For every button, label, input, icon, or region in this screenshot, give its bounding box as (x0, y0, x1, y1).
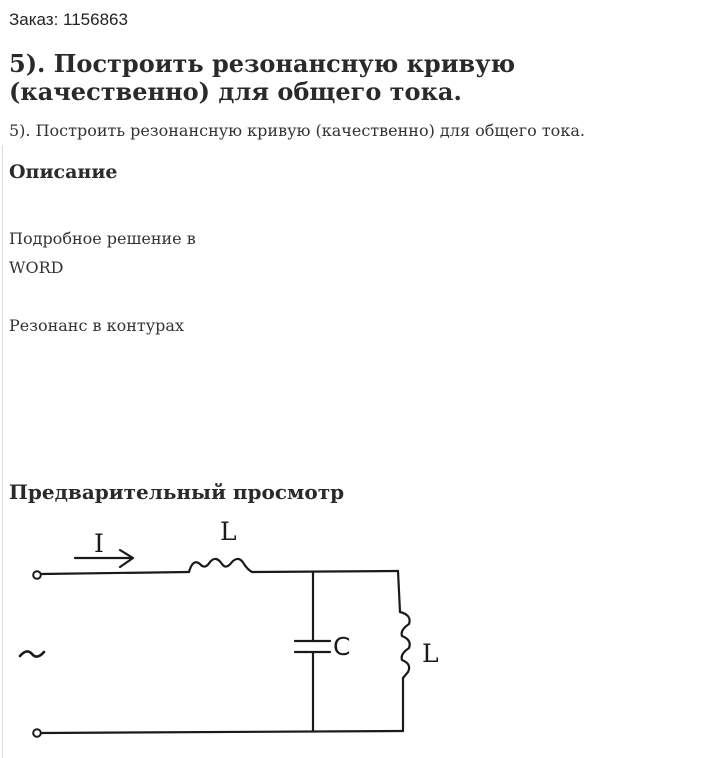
wire-inductor-top (398, 571, 400, 612)
terminal-top (33, 571, 41, 579)
description-line: Резонанс в контурах (9, 316, 184, 335)
description-line: Подробное решение в (9, 229, 196, 248)
circuit-preview-image (0, 512, 701, 758)
preview-heading: Предварительный просмотр (9, 480, 345, 504)
label-inductor-series: L (220, 517, 237, 546)
wire-bottom (41, 731, 403, 733)
task-text: 5). Построить резонансную кривую (качественно) для общего тока. (9, 121, 585, 140)
label-inductor-parallel: L (422, 639, 439, 668)
terminal-bottom (33, 729, 41, 737)
source-tilde-icon (20, 651, 44, 656)
page-title: 5). Построить резонансную кривую (качественно) для общего тока. (9, 49, 516, 106)
order-number: Заказ: 1156863 (9, 10, 128, 29)
wire-top-left (41, 572, 189, 574)
current-arrow (75, 550, 133, 567)
description-body (9, 224, 196, 340)
wire-top-right (252, 571, 398, 572)
inductor-series-symbol (189, 559, 252, 572)
description-line: WORD (9, 258, 64, 277)
inductor-parallel-symbol (400, 612, 410, 678)
label-current: I (94, 529, 104, 558)
description-heading: Описание (9, 161, 118, 183)
label-capacitor: C (333, 632, 351, 661)
